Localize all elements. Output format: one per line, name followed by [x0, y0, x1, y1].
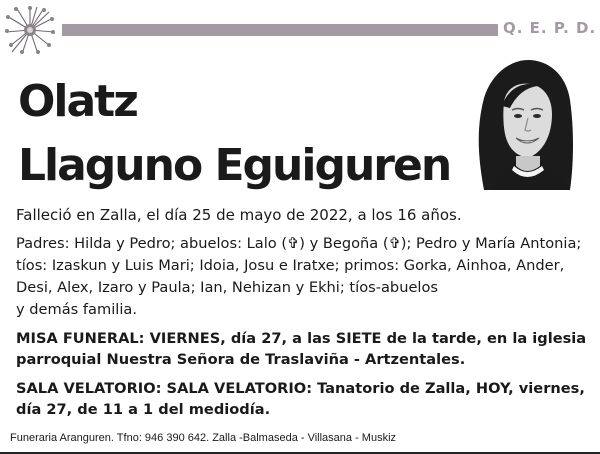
- funeral-line: MISA FUNERAL: VIERNES, día 27, a las SIETE de la tarde, en la iglesia: [16, 330, 587, 347]
- wake-line: SALA VELATORIO: SALA VELATORIO: Tanatorio de Zalla, HOY, viernes,: [16, 380, 585, 397]
- family-line: Padres: Hilda y Pedro; abuelos: Lalo (✞) y Begoña (✞); Pedro y María Antonia;: [16, 235, 582, 252]
- funeral-mass-info: [16, 328, 588, 370]
- family-line: y demás familia.: [16, 301, 137, 318]
- wake-room-info: [16, 378, 588, 420]
- family-line: Desi, Alex, Izaro y Paula; Ian, Nehizan y Ekhi; tíos-abuelos: [16, 279, 439, 296]
- deceased-first-name: Olatz: [18, 76, 137, 127]
- flower-ornament-icon: [4, 4, 56, 56]
- funeral-line: parroquial Nuestra Señora de Traslaviña - Artzentales.: [16, 351, 466, 368]
- wake-line: día 27, de 11 a 1 del mediodía.: [16, 401, 271, 418]
- funeral-home-footer: Funeraria Aranguren. Tfno: 946 390 642. Zalla -Balmaseda - Villasana - Muskiz: [10, 432, 397, 444]
- family-line: tíos: Izaskun y Luis Mari; Idoia, Josu e Iratxe; primos: Gorka, Ainhoa, Ander,: [16, 257, 565, 274]
- portrait-photo: [470, 58, 578, 190]
- header-bar: [62, 24, 498, 36]
- death-notice-text: Falleció en Zalla, el día 25 de mayo de 2022, a los 16 años.: [16, 206, 462, 224]
- family-list: [16, 233, 588, 321]
- qepd-label: Q. E. P. D.: [503, 19, 597, 37]
- deceased-last-name: Llaguno Eguiguren: [18, 140, 451, 191]
